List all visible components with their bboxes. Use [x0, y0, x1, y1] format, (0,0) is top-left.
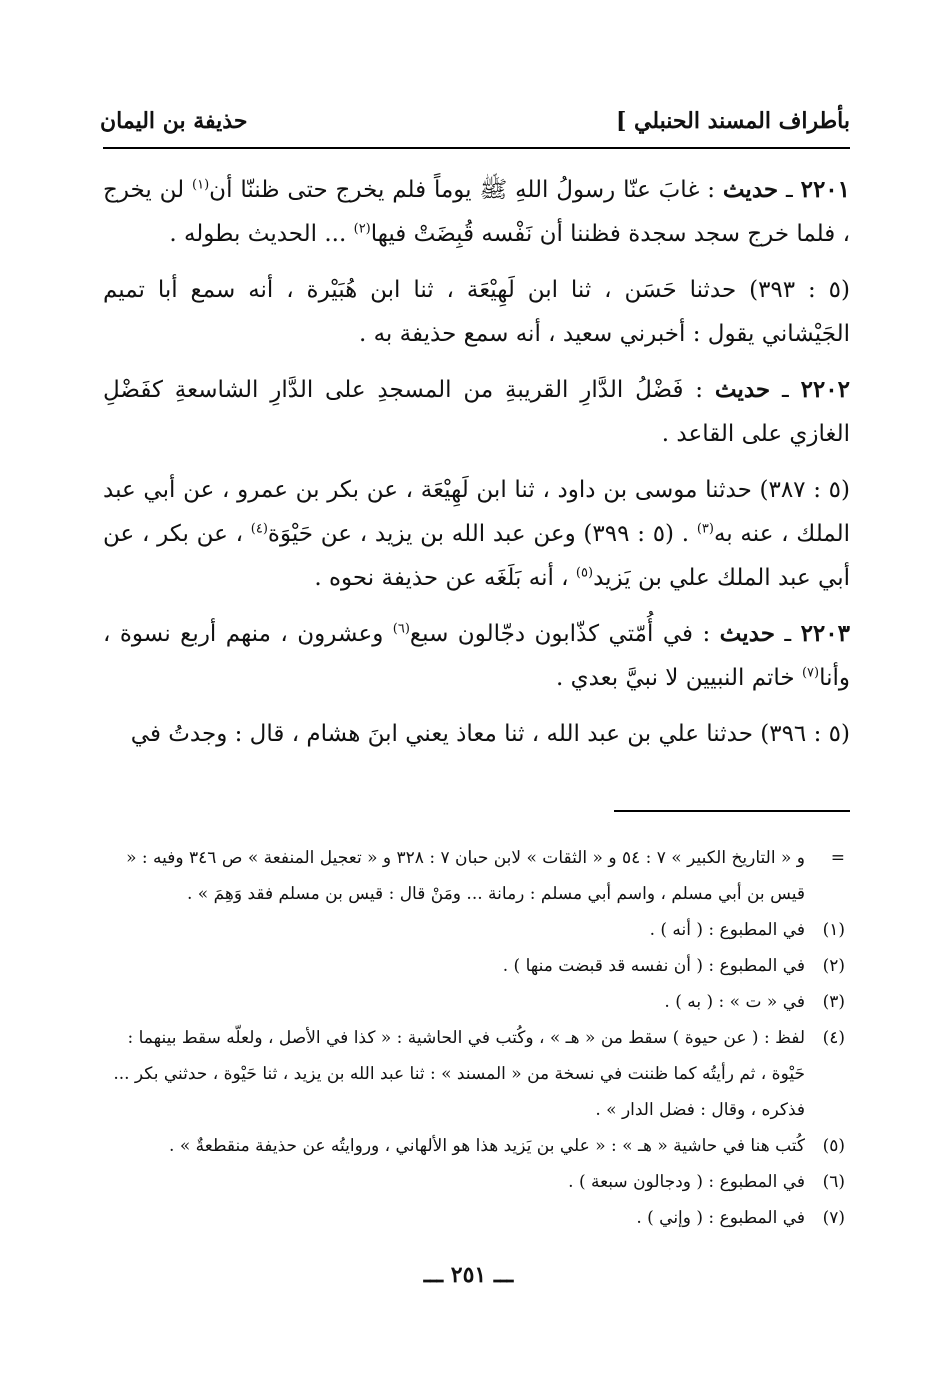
footnote-text: و « التاريخ الكبير » ٧ : ٥٤ و « الثقات » لابن حبان ٧ : ٣٢٨ و « تعجيل المنفعة » ص ٣٤٦ وفيه : « قيس بن أبي مسلم ، واسم أبي مسلم : رمانة ... ومَنْ قال : قيس بن مسلم فقد وَهِمَ » .: [126, 848, 805, 904]
footnote-3: [110, 984, 845, 1020]
footnote-text: في المطبوع : ( أنه ) .: [649, 920, 805, 940]
running-header: [100, 108, 850, 144]
isnad-text: ، أنه بَلَغَه عن حذيفة نحوه .: [314, 565, 576, 591]
isnad-text: ، عن بكر ، عن أبي عبد الملك علي بن يَزيد: [103, 521, 850, 591]
main-text: [103, 168, 850, 768]
isnad-2202: [103, 468, 850, 600]
footnote-marker: (٧): [822, 1208, 845, 1228]
footnote-marker: (٢): [822, 956, 845, 976]
hadith-number: ٢٢٠٢: [800, 376, 850, 403]
isnad-text: . (٥ : ٣٩٩) وعن عبد الله بن يزيد ، عن حَيْوَة: [267, 521, 697, 547]
hadith-keyword: حديث: [722, 176, 779, 203]
hadith-number: ٢٢٠٣: [800, 620, 850, 647]
hadith-keyword: حديث: [714, 376, 771, 403]
isnad-2201: [103, 268, 850, 356]
header-book-title: بأطراف المسند الحنبلي ]: [615, 108, 850, 134]
page-number: ـــ ٢٥١ ـــ: [423, 1262, 514, 1288]
hadith-text: خاتم النبيين لا نبيَّ بعدي .: [555, 665, 802, 691]
hadith-text: لن يخرج ، فلما خرج سجد سجدة فظننا أن نَفْسه قُبِضَتْ فيها: [103, 177, 850, 247]
isnad-2203: [103, 712, 850, 756]
footnote-5: [110, 1128, 845, 1164]
footnote-rule: [614, 810, 850, 812]
hadith-keyword: حديث: [719, 620, 775, 647]
isnad-text: (٥ : ٣٩٣) حدثنا حَسَن ، ثنا ابن لَهِيْعَة ، ثنا ابن هُبَيْرة ، أنه سمع أبا تميم الجَيْشاني يقول : أخبرني سعيد ، أنه سمع حذيفة به .: [103, 277, 850, 347]
hadith-text: : فَضْلُ الدَّارِ القريبةِ من المسجدِ على الدَّارِ الشاسعةِ كفَضْلِ الغازي على القاعد .: [103, 377, 850, 447]
footnote-text: لفظ : ( عن حيوة ) سقط من « هـ » ، وكُتب في الحاشية : « كذا في الأصل ، ولعلّه سقط بينهما : حَيْوة ، ثم رأيتُه كما ظننت في نسخة من « المسند » : ثنا عبد الله بن يزيد ، ثنا حَيْوة ، حدثني بكر ... فذكره ، وقال : فضل الدار » .: [113, 1028, 805, 1120]
footnote-4: [110, 1020, 845, 1128]
hadith-text: : غابَ عنّا رسولُ اللهِ ﷺ يوماً فلم يخرج حتى ظننّا أن: [209, 177, 723, 203]
hadith-2201: ٢٢٠١ ـ حديث : غابَ عنّا رسولُ اللهِ ﷺ يوماً فلم يخرج حتى ظننّا أن$^{(١)}$ لن يخرج ، فلما خرج سجد سجدة فظننا أن نَفْسه قُبِضَتْ فيها$^{(٢)}$ ... الحديث بطوله .: [103, 176, 851, 247]
footnote-marker: (٤): [822, 1028, 845, 1048]
hadith-text: ... الحديث بطوله .: [169, 221, 354, 247]
footnote-text: كُتب هنا في حاشية « هـ » : « علي بن يَزيد هذا هو الألهاني ، وروايتُه عن حذيفة منقطعةٌ » .: [169, 1136, 805, 1156]
footnote-marker: (٦): [822, 1172, 845, 1192]
hadith-text: وعشرون ، منهم أربع نسوة ، وأنا: [103, 621, 850, 691]
footnote-text: في « ت » : ( به ) .: [664, 992, 805, 1012]
footnotes: [110, 840, 845, 1236]
footnote-ref: (٣): [696, 521, 714, 537]
footnote-7: [110, 1200, 845, 1236]
footnote-text: في المطبوع : ( أن نفسه قد قبضت منها ) .: [502, 956, 805, 976]
footnote-marker: (٥): [822, 1136, 845, 1156]
footnote-text: في المطبوع : ( وإني ) .: [636, 1208, 805, 1228]
footnote-marker: (٣): [822, 992, 845, 1012]
footnote-ref: (١): [192, 177, 210, 193]
isnad-text: (٥ : ٣٨٧) حدثنا موسى بن داود ، ثنا ابن لَهِيْعَة ، عن بكر بن عمرو ، عن أبي عبد الملك ، عنه به: [103, 477, 851, 547]
footnote-2: [110, 948, 845, 984]
footnote-ref: (٧): [801, 665, 820, 681]
isnad-text: (٥ : ٣٩٦) حدثنا علي بن عبد الله ، ثنا معاذ يعني ابنَ هشام ، قال : وجدتُ في: [130, 721, 850, 747]
footnote-continued: [110, 840, 845, 912]
footnote-ref: (٤): [250, 521, 268, 537]
hadith-number: ٢٢٠١: [800, 176, 851, 203]
footnote-ref: (٥): [575, 565, 594, 581]
footnote-6: [110, 1164, 845, 1200]
footnote-ref: (٦): [392, 621, 410, 637]
hadith-text: : في أُمّتي كذّابون دجّالون سبع: [409, 621, 720, 647]
footnote-1: [110, 912, 845, 948]
header-chapter-title: حذيفة بن اليمان: [100, 108, 248, 134]
hadith-2203: ٢٢٠٣ ـ حديث : في أُمّتي كذّابون دجّالون سبع$^{(٦)}$ وعشرون ، منهم أربع نسوة ، وأنا$^{(٧)}$ خاتم النبيين لا نبيَّ بعدي .: [103, 620, 850, 691]
hadith-2202: ٢٢٠٢ ـ حديث : فَضْلُ الدَّارِ القريبةِ من المسجدِ على الدَّارِ الشاسعةِ كفَضْلِ الغازي على القاعد .: [103, 376, 850, 447]
footnote-text: في المطبوع : ( ودجالون سبعة ) .: [568, 1172, 805, 1192]
footnote-marker: (١): [822, 920, 845, 940]
footnote-marker: =: [830, 848, 845, 868]
footnote-ref: (٢): [353, 221, 371, 237]
header-rule: [103, 147, 850, 149]
